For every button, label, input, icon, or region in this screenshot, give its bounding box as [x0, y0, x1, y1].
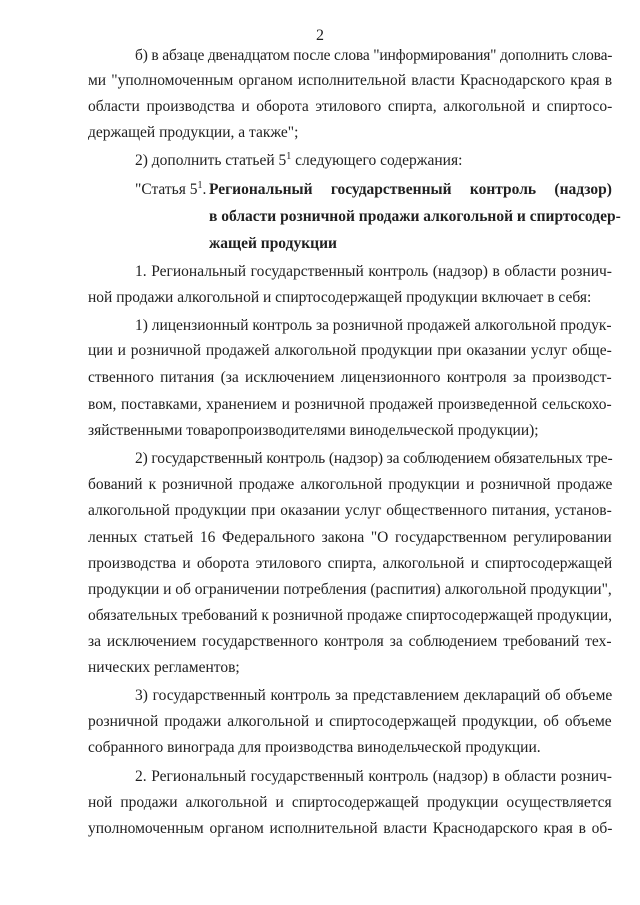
article-title-line: в области розничной продажи алкогольной и спиртосодер- [209, 208, 621, 225]
title-word: (надзор) [554, 181, 612, 198]
text-line: за исключением государственного контроля за соблюдением требований тех- [88, 633, 612, 650]
text-line: производства и оборота этилового спирта, алкогольной и спиртосодержащей [88, 555, 613, 572]
text-line: бований к розничной продаже алкогольной продукции и розничной продаже [88, 476, 613, 493]
text-line: держащей продукции, а также"; [88, 124, 299, 141]
text-line: 2. Региональный государственный контроль (надзор) в области рознич- [135, 768, 612, 785]
text-line: уполномоченным органом исполнительной власти Краснодарского края в об- [88, 820, 613, 837]
text-segment: 2) дополнить статьей 5 [135, 152, 287, 169]
text-line: 1. Региональный государственный контроль (надзор) в области рознич- [135, 263, 612, 280]
article-label [135, 180, 206, 200]
text-line: 3) государственный контроль за представлением деклараций об объеме [135, 687, 613, 704]
text-line: ми "уполномоченным органом исполнительной власти Краснодарского края в [88, 72, 613, 89]
text-line: б) в абзаце двенадцатом после слова "информирования" дополнить слова- [135, 47, 613, 64]
title-word: государственный [330, 181, 452, 198]
text-line: области производства и оборота этилового спирта, алкогольной и спиртосо- [88, 98, 613, 115]
text-segment: следующего содержания: [291, 152, 463, 169]
text-line: розничной продажи алкогольной и спиртосодержащей продукции, об объеме [88, 713, 612, 730]
text-line: продукции и об ограничении потребления (распития) алкогольной продукции", [88, 581, 612, 598]
text-line: ной продажи алкогольной и спиртосодержащей продукции осуществляется [88, 794, 612, 811]
page-number: 2 [316, 27, 324, 44]
article-title-line: жащей продукции [209, 235, 337, 252]
text-segment: "Статья 5 [135, 181, 198, 198]
superscript: 1 [197, 179, 203, 191]
text-line: ции и розничной продажей алкогольной продукции при оказании услуг обще- [88, 342, 612, 359]
text-line: зяйственными товаропроизводителями винодельческой продукции); [88, 422, 539, 439]
superscript: 1 [286, 150, 292, 162]
text-line: 2) государственный контроль (надзор) за соблюдением обязательных тре- [135, 450, 613, 467]
text-segment: . [202, 181, 207, 198]
text-line: собранного винограда для производства винодельческой продукции. [88, 739, 541, 756]
text-line [135, 151, 462, 171]
text-line: ленных статьей 16 Федерального закона "О государственном регулировании [88, 529, 612, 546]
text-line: обязательных требований к розничной продаже спиртосодержащей продукции, [88, 607, 613, 624]
article-title-line [209, 180, 612, 200]
text-line: вом, поставками, хранением и розничной продажей произведенной сельскохо- [88, 396, 612, 413]
text-line: ственного питания (за исключением лицензионного контроля за производст- [88, 369, 612, 386]
title-word: Региональный [209, 181, 313, 198]
text-line: ной продажи алкогольной и спиртосодержащей продукции включает в себя: [88, 289, 592, 306]
text-line: 1) лицензионный контроль за розничной продажей алкогольной продук- [135, 317, 612, 334]
title-word: контроль [469, 181, 537, 198]
text-line: нических регламентов; [88, 659, 240, 676]
text-line: алкогольной продукции при оказании услуг общественного питания, установ- [88, 502, 612, 519]
